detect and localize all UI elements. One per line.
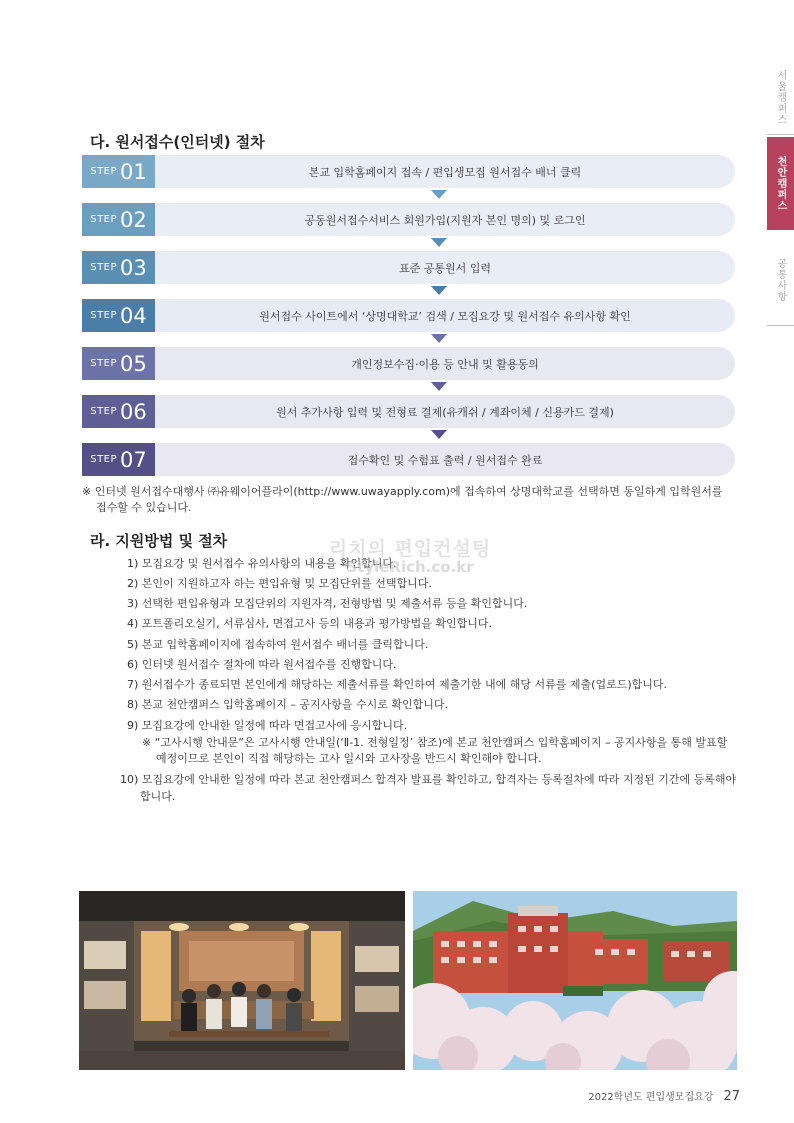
step-description: 본교 입학홈페이지 접속 / 편입생모집 원서접수 배너 클릭 (155, 155, 735, 188)
page-footer (588, 1088, 740, 1104)
list-item: 9) 모집요강에 안내한 일정에 따라 면접고사에 응시합니다. (127, 719, 408, 732)
step-description: 원서접수 사이트에서 ‘상명대학교’ 검색 / 모집요강 및 원서접수 유의사항 확인 (155, 299, 735, 332)
step-number: 07 (120, 447, 147, 472)
step-word: STEP (90, 166, 118, 177)
step-label (82, 203, 155, 236)
step-description: 개인정보수집·이용 등 안내 및 활용동의 (155, 347, 735, 380)
step-number: 06 (120, 399, 147, 424)
step-word: STEP (90, 214, 118, 225)
step-label (82, 251, 155, 284)
list-item: 10) 모집요강에 안내한 일정에 따라 본교 천안캠퍼스 합격자 발표를 확인하고, 합격자는 등록절차에 따라 지정된 기간에 등록해야 (120, 773, 737, 786)
list-item: 2) 본인이 지원하고자 하는 편입유형 및 모집단위를 선택합니다. (127, 577, 432, 590)
step-arrow-icon (431, 382, 447, 391)
note-line: 접수할 수 있습니다. (96, 501, 192, 514)
watermark-text: 리치의 편입컨설팅 (328, 538, 492, 560)
list-item: 6) 인터넷 원서접수 절차에 따라 원서접수를 진행합니다. (127, 658, 397, 671)
step-number: 02 (120, 207, 147, 232)
list-item: 7) 원서접수가 종료되면 본인에게 해당하는 제출서류를 확인하여 제출기한 내에 해당 서류를 제출(업로드)합니다. (127, 678, 667, 691)
step-description: 접수확인 및 수험표 출력 / 원서접수 완료 (155, 443, 735, 476)
step-arrow-icon (431, 286, 447, 295)
step-arrow-icon (431, 190, 447, 199)
photo-library-lounge (79, 891, 405, 1070)
step-description: 원서 추가사항 입력 및 전형료 결제(유캐쉬 / 계좌이체 / 신용카드 결제) (155, 395, 735, 428)
watermark-url: StyleRich.co.kr (346, 558, 474, 576)
step-number: 04 (120, 303, 147, 328)
side-tab-seoul[interactable] (767, 62, 794, 132)
step-arrow-icon (431, 238, 447, 247)
step-word: STEP (90, 310, 118, 321)
step-row (82, 155, 735, 188)
list-item: 4) 포트폴리오실기, 서류심사, 면접고사 등의 내용과 평가방법을 확인합니다. (127, 617, 493, 630)
step-arrow-icon (431, 334, 447, 343)
step-number: 05 (120, 351, 147, 376)
step-word: STEP (90, 358, 118, 369)
step-word: STEP (90, 454, 118, 465)
step-row (82, 347, 735, 380)
step-row (82, 203, 735, 236)
step-description: 표준 공통원서 입력 (155, 251, 735, 284)
footer-title: 2022학년도 편입생모집요강 (588, 1092, 714, 1103)
side-divider (767, 325, 794, 326)
step-number: 01 (120, 159, 147, 184)
list-item: 3) 선택한 편입유형과 모집단위의 지원자격, 전형방법 및 제출서류 등을 확인합니다. (127, 597, 528, 610)
sub-note: 예정이므로 본인이 직접 해당하는 고사 일시와 고사장을 반드시 확인해야 합니다. (156, 752, 542, 765)
page-number: 27 (723, 1089, 740, 1104)
section-title-application-method: 라. 지원방법 및 절차 (90, 532, 228, 550)
step-label (82, 299, 155, 332)
side-tab-seoul-label: 서울캠퍼스 (775, 69, 786, 125)
note-line: ※ 인터넷 원서접수대행사 ㈜유웨이어플라이(http://www.uwayapply.com)에 접속하여 상명대학교를 선택하면 동일하게 입학원서를 (82, 485, 723, 498)
side-tab-common-label: 공통사항 (775, 258, 786, 302)
step-word: STEP (90, 406, 118, 417)
list-item: 5) 본교 입학홈페이지에 접속하여 원서접수 배너를 클릭합니다. (127, 638, 429, 651)
side-tab-cheonan[interactable] (767, 137, 794, 230)
section-title-application-procedure: 다. 원서접수(인터넷) 절차 (90, 133, 265, 151)
step-label (82, 347, 155, 380)
side-tab-cheonan-label: 천안캠퍼스 (775, 156, 786, 211)
step-number: 03 (120, 255, 147, 280)
step-row (82, 395, 735, 428)
step-word: STEP (90, 262, 118, 273)
step-row (82, 251, 735, 284)
step-label (82, 395, 155, 428)
list-item: 합니다. (140, 790, 176, 803)
step-row (82, 299, 735, 332)
step-label (82, 443, 155, 476)
step-arrow-icon (431, 430, 447, 439)
side-divider (767, 134, 794, 135)
step-label (82, 155, 155, 188)
step-description: 공동원서접수서비스 회원가입(지원자 본인 명의) 및 로그인 (155, 203, 735, 236)
photo-campus-cherry-blossoms (413, 891, 737, 1070)
sub-note: ※ “고사시행 안내문”은 고사시행 안내일(‘Ⅱ-1. 전형일정’ 참조)에 본교 천안캠퍼스 입학홈페이지 – 공지사항을 통해 발표할 (142, 736, 728, 749)
list-item: 8) 본교 천안캠퍼스 입학홈페이지 – 공지사항을 수시로 확인합니다. (127, 698, 449, 711)
side-tab-common[interactable] (767, 240, 794, 320)
step-row (82, 443, 735, 476)
list-item: 1) 모집요강 및 원서접수 유의사항의 내용을 확인합니다. (127, 557, 397, 570)
